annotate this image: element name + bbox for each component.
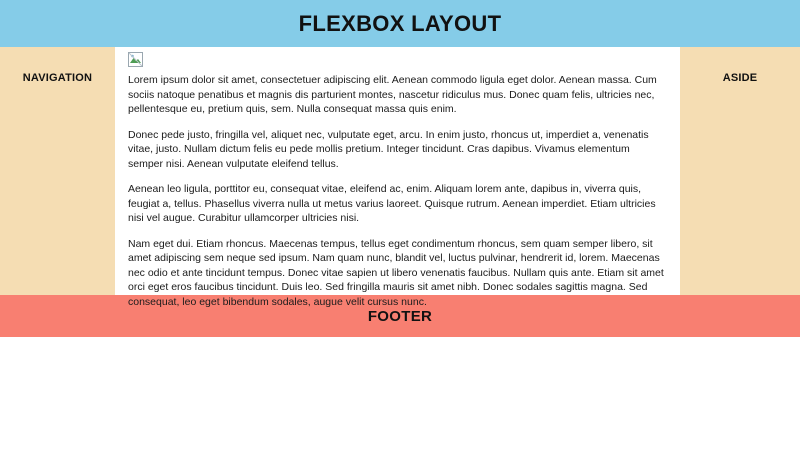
content-paragraph: Aenean leo ligula, porttitor eu, consequat vitae, eleifend ac, enim. Aliquam lorem ante, dapibus in, viverra quis, feugiat a, tellus. Phasellus viverra nulla ut metus varius laoreet. Quisque rutrum. Aenean imperdiet. Etiam ultricies nisi vel augue. Curabitur ullamcorper ultricies nisi. bbox=[128, 183, 656, 224]
content-paragraph: Lorem ipsum dolor sit amet, consectetuer adipiscing elit. Aenean commodo ligula eget dolor. Aenean massa. Cum sociis natoque penatibus et magnis dis parturient montes, nascetur ridiculus mus. Donec quam felis, ultricies nec, pellentesque eu, pretium quis, sem. Nulla consequat massa quis enim. bbox=[128, 74, 657, 115]
content-row bbox=[0, 47, 800, 308]
navigation-label: NAVIGATION bbox=[22, 72, 93, 84]
broken-image-icon bbox=[128, 52, 143, 67]
page-header bbox=[0, 0, 800, 47]
content-paragraph: Donec pede justo, fringilla vel, aliquet nec, vulputate eget, arcu. In enim justo, rhoncus ut, imperdiet a, venenatis vitae, justo. Nullam dictum felis eu pede mollis pretium. Integer tincidunt. Cras dapibus. Vivamus elementum semper nisi. Aenean vulputate eleifend tellus. bbox=[128, 128, 649, 170]
content-paragraph: Nam eget dui. Etiam rhoncus. Maecenas tempus, tellus eget condimentum rhoncus, sem quam semper libero, sit amet adipiscing sem neque sed ipsum. Nam quam nunc, blandit vel, luctus pulvinar, hendrerit id, lorem. Maecenas nec odio et ante tincidunt tempus. Donec vitae sapien ut libero venenatis faucibus. Nullam quis ante. Etiam sit amet orci eget eros faucibus tincidunt. Duis leo. Sed fringilla mauris sit amet nibh. Donec sodales sagittis magna. Sed consequat, leo eget bibendum sodales, augue velit cursus nunc. bbox=[128, 237, 664, 308]
footer-label: FOOTER bbox=[367, 307, 433, 325]
aside-label: ASIDE bbox=[722, 72, 758, 84]
navigation-sidebar[interactable] bbox=[0, 47, 115, 295]
aside-sidebar[interactable] bbox=[680, 47, 800, 295]
page-background-remainder bbox=[0, 337, 800, 450]
main-content bbox=[115, 47, 680, 308]
page-title: FLEXBOX LAYOUT bbox=[298, 10, 502, 36]
